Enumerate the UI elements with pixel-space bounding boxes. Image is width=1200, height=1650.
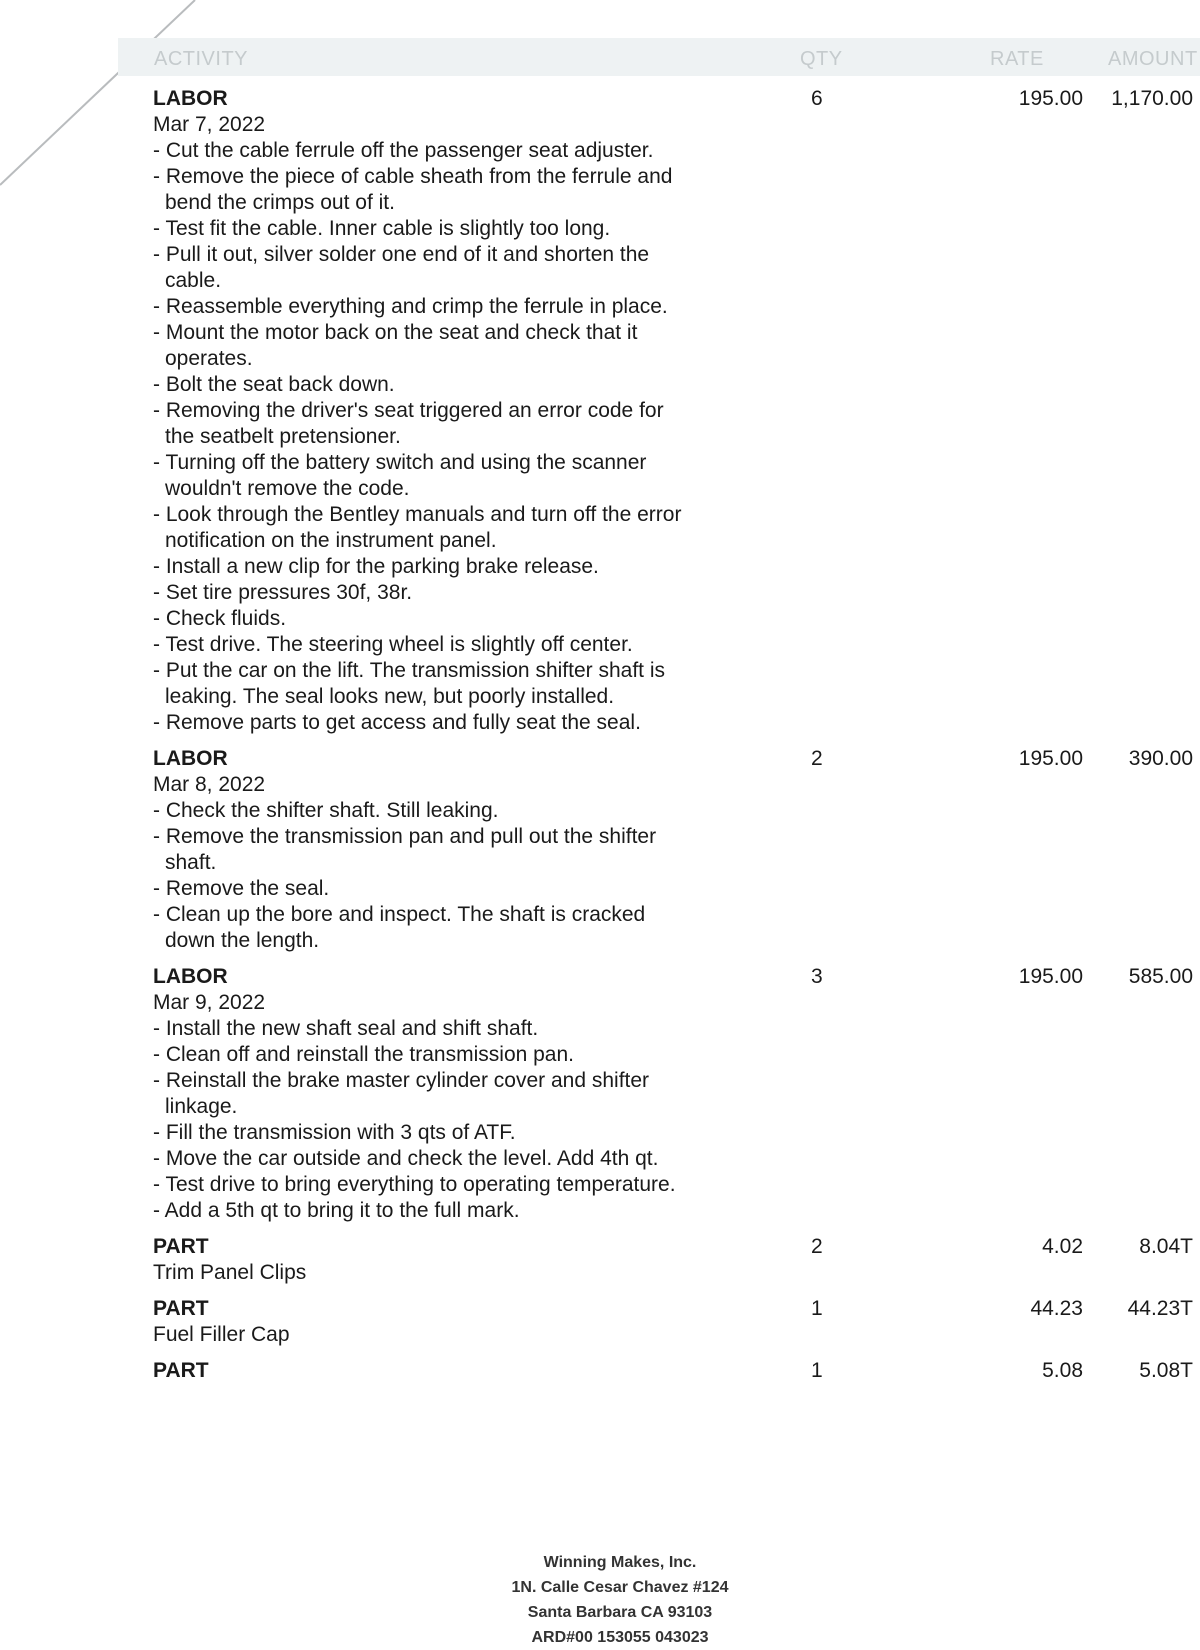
item-detail-line: - Look through the Bentley manuals and turn off the error notification on the instrument panel.: [153, 503, 682, 552]
header-activity: ACTIVITY: [154, 48, 249, 70]
item-detail-line: - Check the shifter shaft. Still leaking.: [153, 799, 499, 822]
item-subtitle: Fuel Filler Cap: [153, 1323, 290, 1346]
item-subtitle: Mar 7, 2022: [153, 113, 266, 136]
item-detail-line: - Turning off the battery switch and using the scanner wouldn't remove the code.: [153, 451, 647, 500]
item-detail-line: - Test drive to bring everything to operating temperature.: [153, 1173, 676, 1196]
item-qty: 6: [811, 87, 823, 110]
item-detail-line: - Clean off and reinstall the transmission pan.: [153, 1043, 575, 1066]
item-detail-line: - Fill the transmission with 3 qts of ATF.: [153, 1121, 516, 1144]
line-item: [153, 964, 1193, 1224]
company-address-line2: Santa Barbara CA 93103: [527, 1604, 713, 1621]
company-ard-number: ARD#00 153055 043023: [531, 1629, 709, 1646]
item-detail-line: - Move the car outside and check the level. Add 4th qt.: [153, 1147, 659, 1170]
item-amount: 8.04T: [1139, 1235, 1193, 1258]
item-qty: 1: [811, 1297, 823, 1320]
line-item: [153, 86, 1193, 736]
item-qty: 1: [811, 1359, 823, 1382]
item-qty: 2: [811, 747, 823, 770]
line-item: [153, 1296, 1193, 1348]
item-type: PART: [153, 1359, 209, 1382]
item-rate: 4.02: [1042, 1235, 1083, 1258]
item-amount: 44.23T: [1127, 1297, 1193, 1320]
item-detail-line: - Removing the driver's seat triggered an error code for the seatbelt pretensioner.: [153, 399, 664, 448]
item-detail-line: - Reassemble everything and crimp the ferrule in place.: [153, 295, 668, 318]
line-item: [153, 1358, 1193, 1384]
item-subtitle: Mar 8, 2022: [153, 773, 266, 796]
header-amount: AMOUNT: [1108, 48, 1198, 70]
item-qty: 3: [811, 965, 823, 988]
item-detail-line: - Test fit the cable. Inner cable is slightly too long.: [153, 217, 611, 240]
line-item: [153, 746, 1193, 954]
table-header: [118, 38, 1200, 76]
item-detail-line: - Clean up the bore and inspect. The shaft is cracked down the length.: [153, 903, 646, 952]
item-detail-line: - Test drive. The steering wheel is slightly off center.: [153, 633, 633, 656]
item-detail-line: - Mount the motor back on the seat and check that it operates.: [153, 321, 638, 370]
item-detail-line: - Reinstall the brake master cylinder cover and shifter linkage.: [153, 1069, 650, 1118]
item-detail-line: - Cut the cable ferrule off the passenger seat adjuster.: [153, 139, 654, 162]
line-item: [153, 1234, 1193, 1286]
item-type: LABOR: [153, 747, 228, 770]
item-subtitle: Trim Panel Clips: [153, 1261, 307, 1284]
item-detail-line: - Pull it out, silver solder one end of it and shorten the cable.: [153, 243, 650, 292]
item-detail-line: - Remove the seal.: [153, 877, 330, 900]
item-type: LABOR: [153, 87, 228, 110]
item-rate: 195.00: [1018, 87, 1083, 110]
item-rate: 195.00: [1018, 965, 1083, 988]
item-qty: 2: [811, 1235, 823, 1258]
item-type: PART: [153, 1297, 209, 1320]
item-detail-line: - Bolt the seat back down.: [153, 373, 395, 396]
item-amount: 390.00: [1128, 747, 1193, 770]
item-amount: 1,170.00: [1111, 87, 1193, 110]
item-detail-line: - Check fluids.: [153, 607, 287, 630]
item-detail-line: - Add a 5th qt to bring it to the full mark.: [153, 1199, 520, 1222]
item-detail-line: - Remove parts to get access and fully seat the seal.: [153, 711, 641, 734]
line-items: [153, 86, 1193, 1394]
item-detail-line: - Put the car on the lift. The transmission shifter shaft is leaking. The seal looks new, but poorly installed.: [153, 659, 665, 708]
company-footer: [450, 1550, 790, 1650]
company-name: Winning Makes, Inc.: [543, 1554, 697, 1571]
item-detail-line: - Remove the transmission pan and pull out the shifter shaft.: [153, 825, 657, 874]
item-type: LABOR: [153, 965, 228, 988]
item-detail-line: - Remove the piece of cable sheath from the ferrule and bend the crimps out of it.: [153, 165, 673, 214]
item-subtitle: Mar 9, 2022: [153, 991, 266, 1014]
item-detail-line: - Install the new shaft seal and shift shaft.: [153, 1017, 539, 1040]
item-detail-line: - Set tire pressures 30f, 38r.: [153, 581, 413, 604]
item-amount: 585.00: [1128, 965, 1193, 988]
item-detail-line: - Install a new clip for the parking brake release.: [153, 555, 599, 578]
item-rate: 195.00: [1018, 747, 1083, 770]
header-rate: RATE: [990, 48, 1044, 70]
item-rate: 44.23: [1030, 1297, 1083, 1320]
item-type: PART: [153, 1235, 209, 1258]
company-address-line1: 1N. Calle Cesar Chavez #124: [511, 1579, 729, 1596]
header-qty: QTY: [800, 48, 843, 70]
item-amount: 5.08T: [1139, 1359, 1193, 1382]
item-rate: 5.08: [1042, 1359, 1083, 1382]
